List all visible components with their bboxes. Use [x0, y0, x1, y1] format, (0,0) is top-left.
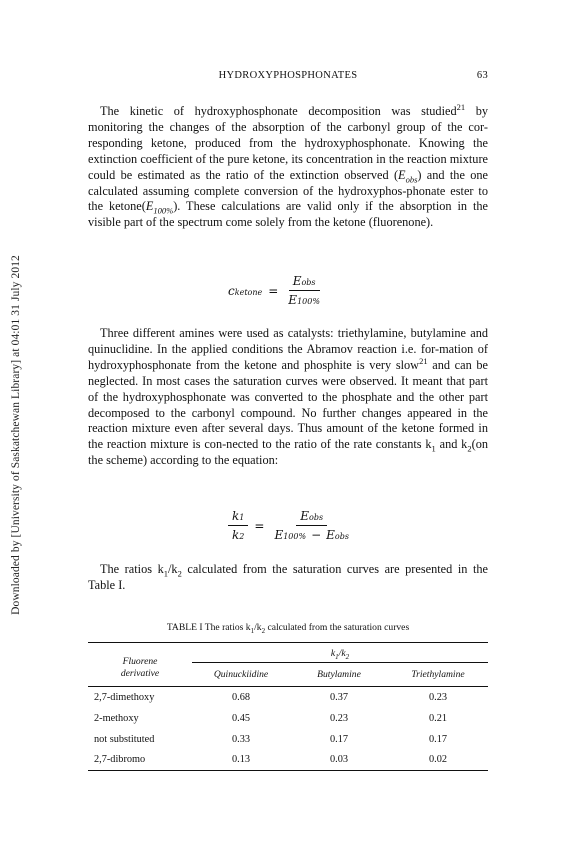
equation-rate-ratio — [228, 509, 353, 542]
row-header: Fluorene derivative — [88, 643, 192, 687]
column-header: Butylamine — [290, 663, 388, 687]
paragraph-catalysts — [88, 326, 488, 469]
table-cell: 0.17 — [329, 733, 349, 745]
table-cell: 0.17 — [428, 733, 448, 745]
table-caption: TABLE I The ratios $k_1/k_2$ calculated from the saturation curves — [166, 622, 410, 635]
table-row — [88, 729, 488, 750]
equation-ketone-concentration — [228, 274, 324, 307]
table-row — [88, 708, 488, 729]
download-watermark-text: Downloaded by [University of Saskatchewan Library] at 04:01 31 July 2012 — [10, 255, 23, 615]
p2-text-4: (on the scheme) according to the equation: — [88, 437, 488, 468]
table-cell: 0.45 — [231, 712, 251, 724]
table-cell: 0.02 — [388, 750, 488, 771]
table-cell: 0.33 — [231, 733, 251, 745]
eq1-equals: = — [268, 283, 279, 298]
row-label: 2,7-dibromo — [88, 750, 192, 771]
p1-ref-21: 21 — [456, 101, 466, 112]
row-label: 2,7-dimethoxy — [94, 691, 155, 703]
eq2-rhs-numerator: Eobs — [296, 509, 327, 526]
page-number: 63 — [476, 70, 488, 81]
table-cell: 0.68 — [231, 691, 251, 703]
eq1-denominator: E100% — [288, 293, 320, 307]
eq1-numerator: Eobs — [289, 274, 320, 291]
eq1-fraction — [284, 274, 324, 307]
running-head-title: HYDROXYPHOSPHONATES — [218, 70, 358, 81]
paragraph-table-reference: The ratios $k_1/k_2$ calculated from the saturation curves are presented in the Table I. — [88, 562, 488, 592]
group-header: $k_1/k_2$ — [192, 643, 488, 663]
eq2-equals: = — [254, 518, 265, 533]
table-row — [88, 687, 488, 708]
download-watermark — [8, 210, 24, 660]
p1-e100: $E_{100\%}$ — [145, 199, 174, 216]
row-label: not substituted — [94, 733, 155, 745]
table-cell: 0.37 — [329, 691, 349, 703]
p2-text-3: and k — [435, 437, 468, 452]
eq2-rhs-denominator: E100% − Eobs — [274, 528, 349, 542]
table-cell: 0.13 — [192, 750, 290, 771]
ratios-table — [88, 642, 488, 771]
p2-text-1: Three different amines were used as catalysts: triethylamine, butylamine and quinuclidine. In the applied conditions the Abramov reaction i.e. for-mation of hydroxyphosphonate from the ketone and phosphite is very slow — [88, 326, 488, 372]
p3-text-1: The ratios k — [100, 562, 164, 576]
column-header: Triethylamine — [388, 663, 488, 687]
table-cell: 0.23 — [329, 712, 349, 724]
eq1-lhs: cketone — [228, 283, 263, 298]
p1-text-4: ). These calculations are valid only if the absorption in the visible part of the spectrum come solely from the ketone (fluorenone). — [88, 199, 488, 230]
p3-text-3: calculated from the saturation curves are presented in the Table I. — [88, 562, 488, 592]
table-cell: 0.21 — [428, 712, 448, 724]
column-header: Quinuckiidine — [192, 663, 290, 687]
p2-ref-21: 21 — [419, 355, 428, 366]
p1-text-2: by monitoring the changes of the absorption of the carbonyl group of the cor-responding ketone, produced from the hydroxyphosphonate. Knowing the extinction coefficient of the pure ketone, its concentration in the reaction mixture could be estimated as the ratio of the extinction observed ( — [88, 104, 489, 182]
p2-k2-sub: 2 — [467, 443, 472, 454]
eq2-rhs-fraction — [270, 509, 353, 542]
p1-text-3: ) and the one calculated assuming complete conversion of the hydroxyphos-phonate ester to the ketone( — [88, 167, 488, 214]
table-cell: 0.23 — [428, 691, 448, 703]
row-label: 2-methoxy — [94, 712, 139, 724]
eq2-lhs-denominator: k2 — [232, 528, 245, 542]
p1-eobs: $E_{obs}$ — [398, 167, 418, 185]
p2-k1-sub: 1 — [431, 443, 436, 454]
p2-text-2: and can be neglected. In most cases the saturation curves were observed. It meant that part of the hydroxyphosphonate was converted to the phosphate and the other part decomposed to the carbonyl compound. No further changes appeared in the reaction mixture even after several days. Thus amount of the ketone formed in the reaction mixture is con-nected to the ratio of the rate constants k — [88, 357, 488, 452]
p1-text-1: The kinetic of hydroxyphosphonate decomposition was studied — [100, 104, 457, 118]
table-cell: 0.03 — [290, 750, 388, 771]
paragraph-kinetics — [88, 101, 489, 231]
eq2-lhs-numerator: k1 — [228, 509, 248, 526]
eq2-lhs-fraction — [228, 509, 248, 542]
table-row — [88, 750, 488, 771]
